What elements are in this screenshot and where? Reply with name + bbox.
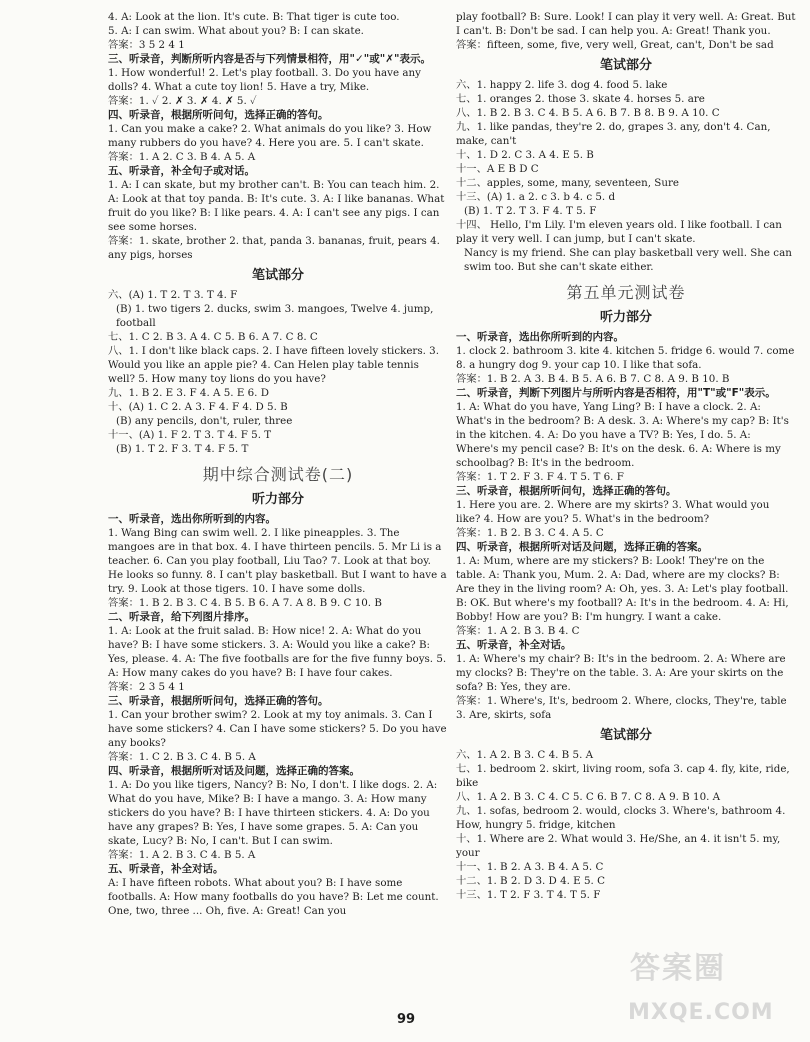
- answer-line: 1. Can your brother swim? 2. Look at my toy animals. 3. Can I have some stickers? 4. Can I have some stickers? 5. Do you have any books?: [108, 709, 447, 749]
- part-heading: 笔试部分: [251, 268, 304, 283]
- answer-line: 答案：fifteen, some, five, very well, Great, can't, Don't be sad: [456, 39, 774, 51]
- question-heading: 五、听录音，补全对话。: [456, 639, 572, 651]
- question-heading: 三、听录音，根据所听问句，选择正确的答句。: [108, 695, 329, 707]
- answer-line: 1. Wang Bing can swim well. 2. I like pineapples. 3. The mangoes are in that box. 4. I have thirteen pencils. 5. Mr Li is a teacher. 6. Can you play football, Liu Tao? 7. Look at that boy. He looks so funny. 8. I can't play basketball. But I want to have a try. 9. Look at those tigers. 10. I have some dolls.: [108, 527, 447, 595]
- section-title: 期中综合测试卷(二): [202, 465, 354, 484]
- answer-line: 十二、apples, some, many, seventeen, Sure: [456, 177, 679, 189]
- answer-line: 十一、(A) 1. F 2. T 3. T 4. F 5. T: [108, 429, 272, 441]
- question-heading: 三、听录音，根据所听问句，选择正确的答句。: [456, 485, 677, 497]
- answer-line: 答案：1. C 2. B 3. C 4. B 5. A: [108, 751, 256, 763]
- question-heading: 一、听录音，选出你所听到的内容。: [456, 331, 624, 343]
- answer-line: 答案：1. skate, brother 2. that, panda 3. bananas, fruit, pears 4. any pigs, horses: [108, 235, 440, 261]
- answer-line: 十三、(A) 1. a 2. c 3. b 4. c 5. d: [456, 191, 616, 203]
- answer-line: 1. A: Do you like tigers, Nancy? B: No, I don't. I like dogs. 2. A: What do you have, Mike? B: I have a mango. 3. A: How many stickers do you have? B: I have thirteen stickers. 4. A: Do you have any grapes? B: Yes, I have some grapes. 5. A: Can you skate, Lucy? B: No, I can't. But I can swim.: [108, 779, 438, 847]
- answer-line: 答案：1. B 2. B 3. C 4. B 5. B 6. A 7. A 8. B 9. C 10. B: [108, 597, 382, 609]
- answer-line: 六、1. happy 2. life 3. dog 4. food 5. lake: [456, 79, 668, 91]
- answer-line: 答案：1. A 2. C 3. B 4. A 5. A: [108, 151, 256, 163]
- part-heading: 笔试部分: [599, 728, 652, 743]
- answer-line: 4. A: Look at the lion. It's cute. B: That tiger is cute too.: [108, 11, 400, 23]
- answer-line: 七、1. C 2. B 3. A 4. C 5. B 6. A 7. C 8. C: [108, 331, 318, 343]
- question-heading: 四、听录音，根据所听问句，选择正确的答句。: [108, 109, 329, 121]
- answer-line: 1. Here you are. 2. Where are my skirts? 3. What would you like? 4. How are you? 5. What's in the bedroom?: [456, 499, 770, 525]
- question-heading: 五、听录音，补全句子或对话。: [108, 165, 255, 177]
- question-heading: 四、听录音，根据所听对话及问题，选择正确的答案。: [456, 541, 708, 553]
- answer-line: 九、1. like pandas, they're 2. do, grapes 3. any, don't 4. Can, make, can't: [456, 121, 771, 147]
- answer-line: 1. A: I can skate, but my brother can't. B: You can teach him. 2. A: Look at that toy panda. B: It's cute. 3. A: I like bananas. What fruit do you like? B: I like pears. 4. A: I can't see any pigs. I can see some horses.: [108, 179, 445, 233]
- watermark-logo: 答案圈: [630, 951, 726, 986]
- left-column: [108, 10, 448, 918]
- answer-line: 1. Can you make a cake? 2. What animals do you like? 3. How many rubbers do you have? 4. Here you are. 5. I can't skate.: [108, 123, 432, 149]
- question-heading: 五、听录音，补全对话。: [108, 863, 224, 875]
- watermark-url: MXQE.COM: [628, 1000, 774, 1025]
- answer-line: 答案：1. B 2. B 3. C 4. A 5. C: [456, 527, 604, 539]
- answer-line: (B) 1. T 2. T 3. F 4. T 5. F: [464, 205, 597, 217]
- answer-line: 1. A: What do you have, Yang Ling? B: I have a clock. 2. A: What's in the bedroom? B: A desk. 3. A: Where's my cap? B: It's in the kitchen. 4. A: Do you have a TV? B: Yes, I do. 5. A: Where's my pencil case? B: It's on the desk. 6. A: Where is my schoolbag? B: It's in the bedroom.: [456, 401, 789, 469]
- answer-line: (B) 1. two tigers 2. ducks, swim 3. mangoes, Twelve 4. jump, football: [116, 303, 434, 329]
- answer-line: 答案：1. ✓ 2. ✗ 3. ✗ 4. ✗ 5. ✓: [108, 95, 257, 107]
- answer-line: 九、1. sofas, bedroom 2. would, clocks 3. Where's, bathroom 4. How, hungry 5. fridge, kitchen: [456, 805, 786, 831]
- watermark: [626, 951, 796, 1038]
- answer-line: 八、1. I don't like black caps. 2. I have fifteen lovely stickers. 3. Would you like an apple pie? 4. Can Helen play table tennis well? 5. How many toy lions do you have?: [108, 345, 439, 385]
- answer-line: 十、(A) 1. C 2. A 3. F 4. F 4. D 5. B: [108, 401, 288, 413]
- answer-line: 七、1. oranges 2. those 3. skate 4. horses 5. are: [456, 93, 705, 105]
- answer-line: 答案：1. B 2. A 3. B 4. B 5. A 6. B 7. C 8. A 9. B 10. B: [456, 373, 730, 385]
- answer-line: play football? B: Sure. Look! I can play it very well. A: Great. But I can't. B: Don't be sad. I can help you. A: Great! Thank you.: [456, 11, 796, 37]
- answer-line: 5. A: I can swim. What about you? B: I can skate.: [108, 25, 364, 37]
- answer-line: 十一、A E B D C: [456, 163, 539, 175]
- answer-line: 七、1. bedroom 2. skirt, living room, sofa 3. cap 4. fly, kite, ride, bike: [456, 763, 790, 789]
- answer-line: 答案：1. T 2. F 3. F 4. T 5. T 6. F: [456, 471, 624, 483]
- part-heading: 笔试部分: [599, 58, 652, 73]
- question-heading: 二、听录音，给下列图片排序。: [108, 611, 255, 623]
- answer-line: 答案：1. Where's, It's, bedroom 2. Where, clocks, They're, table 3. Are, skirts, sofa: [456, 695, 787, 721]
- answer-line: 八、1. A 2. B 3. C 4. C 5. C 6. B 7. C 8. A 9. B 10. A: [456, 791, 721, 803]
- answer-line: 八、1. B 2. B 3. C 4. B 5. A 6. B 7. B 8. B 9. A 10. C: [456, 107, 720, 119]
- right-column: [456, 10, 796, 902]
- answer-line: Nancy is my friend. She can play basketball very well. She can swim too. But she can't skate either.: [464, 247, 792, 273]
- answer-line: 十、1. D 2. C 3. A 4. E 5. B: [456, 149, 594, 161]
- answer-line: 1. How wonderful! 2. Let's play football. 3. Do you have any dolls? 4. What a cute toy lion! 5. Have a try, Mike.: [108, 67, 421, 93]
- answer-line: 十二、1. B 2. D 3. D 4. E 5. C: [456, 875, 605, 887]
- answer-line: 九、1. B 2. E 3. F 4. A 5. E 6. D: [108, 387, 269, 399]
- answer-line: 十、1. Where are 2. What would 3. He/She, an 4. it isn't 5. my, your: [456, 833, 781, 859]
- answer-line: 1. A: Look at the fruit salad. B: How nice! 2. A: What do you have? B: I have some stickers. 3. A: Would you like a cake? B: Yes, please. 4. A: The five footballs are for the five funny boys. 5. A: How many cakes do you have? B: I have four cakes.: [108, 625, 447, 679]
- answer-line: 十四、 Hello, I'm Lily. I'm eleven years old. I like football. I can play it very well. I can jump, but I can't skate.: [456, 219, 782, 245]
- answer-line: 答案：2 3 5 4 1: [108, 681, 185, 693]
- section-title: 第五单元测试卷: [566, 283, 686, 302]
- part-heading: 听力部分: [251, 492, 304, 507]
- answer-line: (B) 1. T 2. F 3. T 4. F 5. T: [116, 443, 249, 455]
- question-heading: 二、听录音，判断下列图片与所听内容是否相符，用"T"或"F"表示。: [456, 387, 776, 399]
- answer-line: 十一、1. B 2. A 3. B 4. A 5. C: [456, 861, 604, 873]
- answer-line: 1. A: Where's my chair? B: It's in the bedroom. 2. A: Where are my clocks? B: They're on the table. 3. A: Are your skirts on the sofa? B: Yes, they are.: [456, 653, 786, 693]
- page-number: 99: [396, 1012, 416, 1027]
- part-heading: 听力部分: [599, 310, 652, 325]
- question-heading: 四、听录音，根据所听对话及问题，选择正确的答案。: [108, 765, 360, 777]
- answer-line: 答案：1. A 2. B 3. C 4. B 5. A: [108, 849, 256, 861]
- answer-line: 答案：3 5 2 4 1: [108, 39, 185, 51]
- answer-line: 1. A: Mum, where are my stickers? B: Look! They're on the table. A: Thank you, Mum. 2. A: Dad, where are my clocks? B: Are they in the living room? A: Oh, yes. 3. A: Let's play football. B: OK. But where's my football? A: It's in the bedroom. 4. A: Hi, Bobby! How are you? B: I'm hungry. I want a cake.: [456, 555, 789, 623]
- answer-line: 六、(A) 1. T 2. T 3. T 4. F: [108, 289, 238, 301]
- answer-line: 十三、1. T 2. F 3. T 4. T 5. F: [456, 889, 601, 901]
- answer-line: A: I have fifteen robots. What about you? B: I have some footballs. A: How many footballs do you have? B: Let me count. One, two, three ... Oh, five. A: Great! Can you: [108, 877, 439, 917]
- question-heading: 三、听录音，判断所听内容是否与下列情景相符，用"✓"或"✗"表示。: [108, 53, 431, 65]
- question-heading: 一、听录音，选出你所听到的内容。: [108, 513, 276, 525]
- answer-line: 1. clock 2. bathroom 3. kite 4. kitchen 5. fridge 6. would 7. come 8. a hungry dog 9. your cap 10. I like that sofa.: [456, 345, 795, 371]
- answer-line: 答案：1. A 2. B 3. B 4. C: [456, 625, 580, 637]
- answer-line: 六、1. A 2. B 3. C 4. B 5. A: [456, 749, 594, 761]
- answer-line: (B) any pencils, don't, ruler, three: [116, 415, 293, 427]
